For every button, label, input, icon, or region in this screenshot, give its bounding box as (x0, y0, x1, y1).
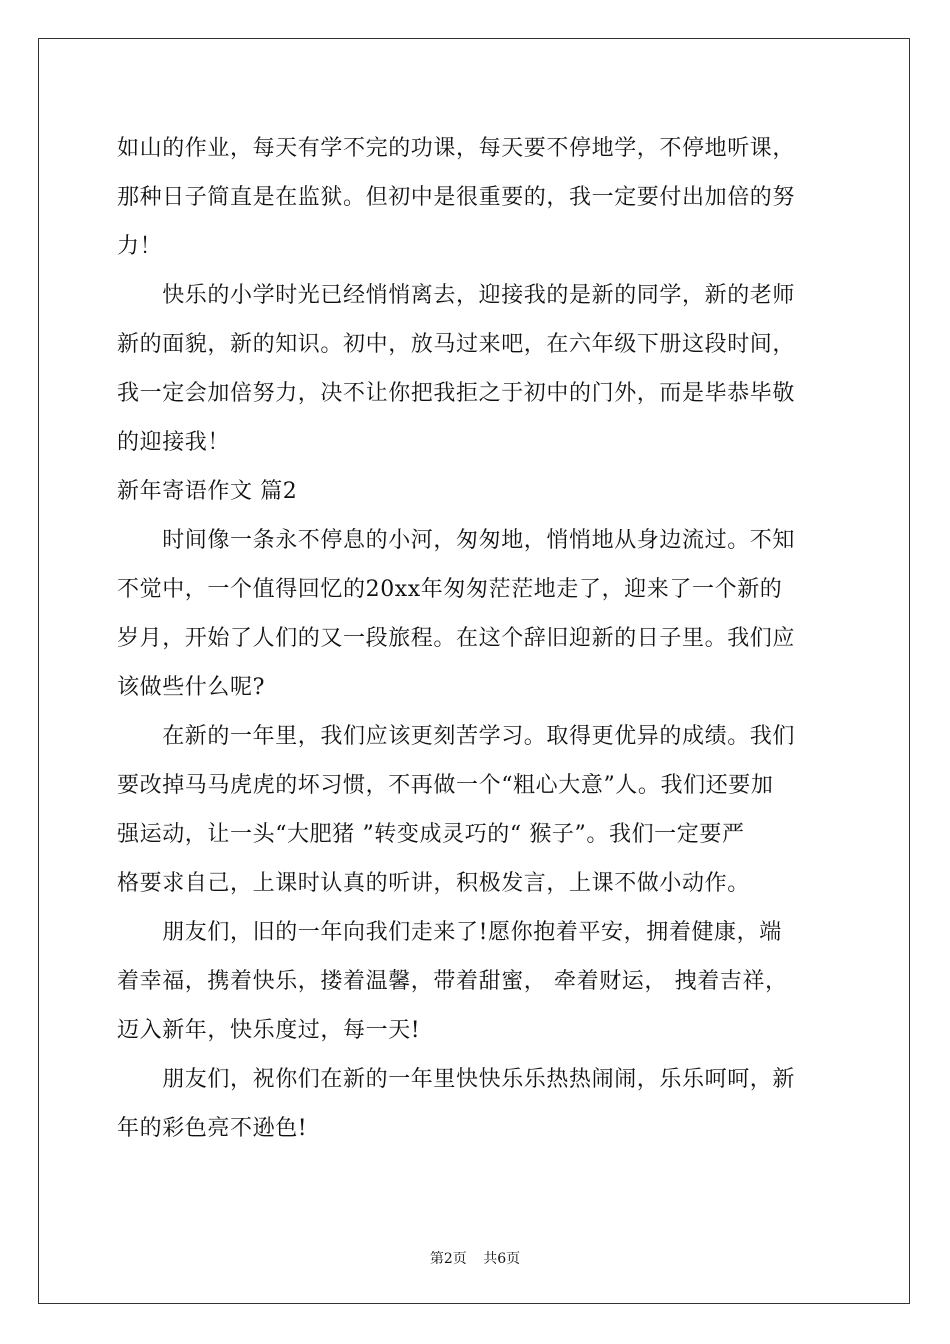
text-line: 该做些什么呢? (117, 675, 265, 700)
page-total: 共6页 (483, 1251, 521, 1267)
text-line: 在新的一年里，我们应该更刻苦学习。取得更优异的成绩。我们 (117, 724, 796, 749)
text-line: 那种日子简直是在监狱。但初中是很重要的，我一定要付出加倍的努 (117, 185, 796, 210)
text-line: 着幸福，携着快乐，搂着温馨，带着甜蜜， 牵着财运， 拽着吉祥， (117, 969, 788, 994)
text-line: 如山的作业，每天有学不完的功课，每天要不停地学，不停地听课， (117, 136, 796, 161)
text-line: 时间像一条永不停息的小河，匆匆地，悄悄地从身边流过。不知 (117, 528, 796, 553)
text-line: 格要求自己，上课时认真的听讲，积极发言，上课不做小动作。 (117, 871, 750, 896)
text-line: 的迎接我！ (117, 430, 231, 455)
page-number: 第2页 (429, 1251, 467, 1267)
text-line: 快乐的小学时光已经悄悄离去，迎接我的是新的同学，新的老师 (117, 283, 796, 308)
text-line: 岁月，开始了人们的又一段旅程。在这个辞旧迎新的日子里。我们应 (117, 626, 796, 651)
document-body (117, 124, 833, 1153)
section-heading: 新年寄语作文 篇2 (117, 479, 298, 504)
page-footer (0, 1248, 950, 1268)
text-line: 强运动，让一头“大肥猪 ”转变成灵巧的“ 猴子”。我们一定要严 (117, 822, 745, 847)
text-line: 年的彩色亮不逊色! (117, 1116, 308, 1141)
text-line: 朋友们，旧的一年向我们走来了!愿你抱着平安，拥着健康，端 (117, 920, 782, 945)
text-line: 我一定会加倍努力，决不让你把我拒之于初中的门外，而是毕恭毕敬 (117, 381, 796, 406)
text-line: 力！ (117, 234, 163, 259)
text-line: 新的面貌，新的知识。初中，放马过来吧，在六年级下册这段时间， (117, 332, 796, 357)
text-line: 要改掉马马虎虎的坏习惯，不再做一个“粗心大意”人。我们还要加 (117, 773, 774, 798)
text-line: 迈入新年，快乐度过，每一天! (117, 1018, 421, 1043)
text-line: 不觉中，一个值得回忆的20xx年匆匆茫茫地走了，迎来了一个新的 (117, 577, 783, 602)
text-line: 朋友们，祝你们在新的一年里快快乐乐热热闹闹，乐乐呵呵，新 (117, 1067, 796, 1092)
